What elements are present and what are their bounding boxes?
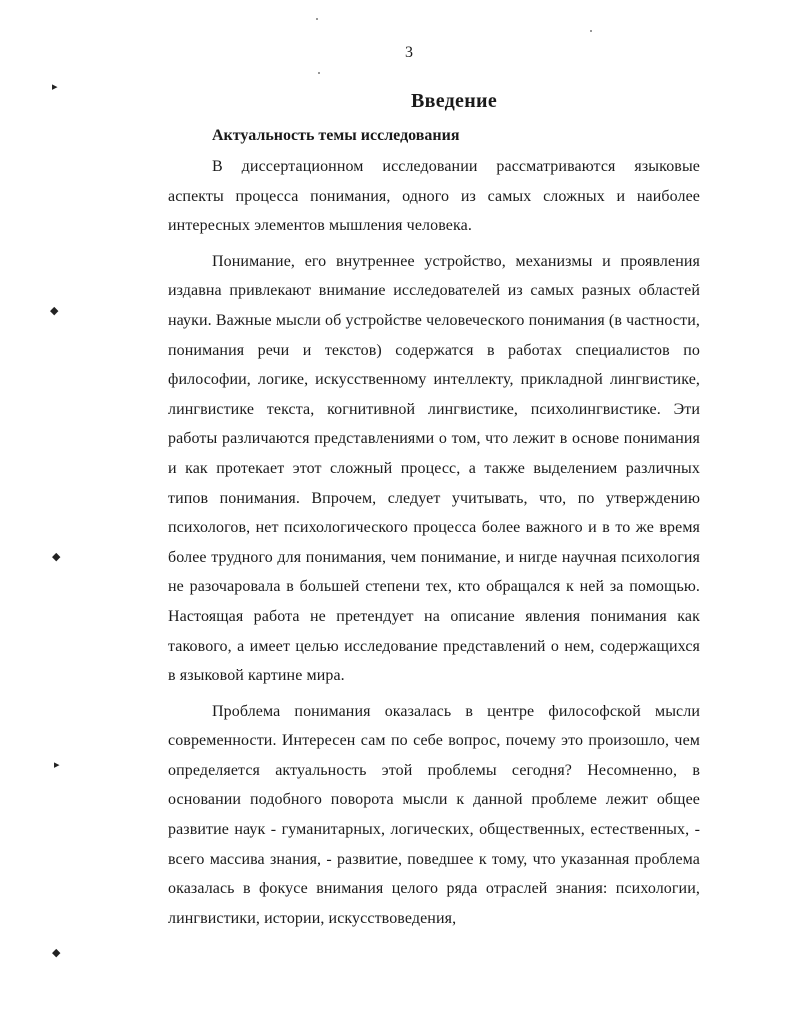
scan-mark-3: ◆ xyxy=(52,551,61,563)
paragraph-2: Понимание, его внутреннее устройство, механизмы и проявления издавна привлекают внимание исследователей из самых разных областей науки. Важные мысли об устройстве человеческого понимания (в частности, понимания речи и текстов) содержатся в работах специалистов по философии, логике, искусственному интеллекту, прикладной лингвистике, лингвистике текста, когнитивной лингвистике, психолингвистике. Эти работы различаются представлениями о том, что лежит в основе понимания и как протекает этот сложный процесс, а также выделением различных типов понимания. Впрочем, следует учитывать, что, по утверждению психологов, нет психологического процесса более важного и в то же время более трудного для понимания, чем понимание, и нигде научная психология не разочаровала в большей степени тех, кто обращался к ней за помощью. Настоящая работа не претендует на описание явления понимания как такового, а имеет целью исследование представлений о нем, содержащихся в языковой картине мира. xyxy=(168,252,700,685)
scan-speck-1 xyxy=(316,18,318,20)
scan-speck-2 xyxy=(318,72,320,74)
scan-mark-5: ◆ xyxy=(52,947,61,959)
scan-mark-4: ▸ xyxy=(54,759,60,771)
paragraph-3: Проблема понимания оказалась в центре философской мысли современности. Интересен сам по себе вопрос, почему это произошло, чем определяется актуальность этой проблемы сегодня? Несомненно, в основании подобного поворота мысли к данной проблеме лежит общее развитие наук - гуманитарных, логических, общественных, естественных, - всего массива знания, - развитие, поведшее к тому, что указанная проблема оказалась в фокусе внимания целого ряда отраслей знания: психологии, лингвистики, истории, искусствоведения, xyxy=(168,702,700,927)
scan-mark-2: ◆ xyxy=(50,305,59,317)
body-text xyxy=(168,152,700,933)
scan-mark-1: ▸ xyxy=(52,81,58,93)
scan-speck-3 xyxy=(590,30,592,32)
page-number: 3 xyxy=(405,44,413,61)
section-subtitle: Актуальность темы исследования xyxy=(212,127,460,144)
section-title: Введение xyxy=(410,90,498,112)
paragraph-1: В диссертационном исследовании рассматриваются языковые аспекты процесса понимания, одного из самых сложных и наиболее интересных элементов мышления человека. xyxy=(168,158,700,235)
